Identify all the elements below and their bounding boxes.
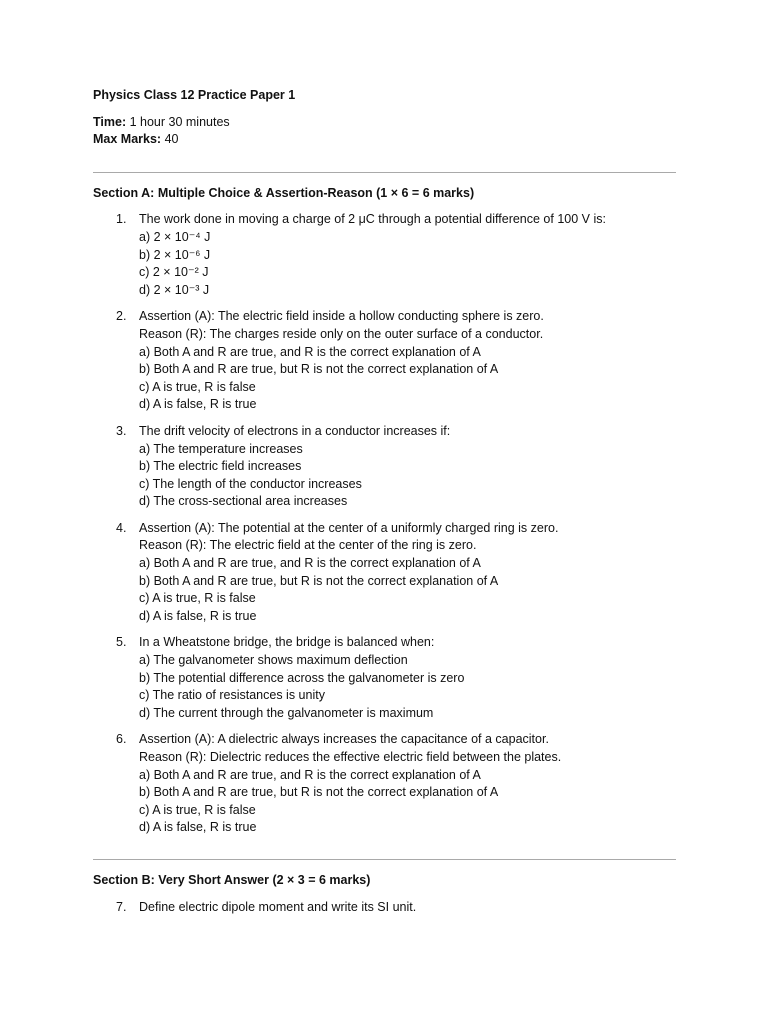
- marks-label: Max Marks:: [93, 132, 162, 147]
- question-option: b) 2 × 10⁻⁶ J: [139, 247, 211, 262]
- time-value: 1 hour 30 minutes: [126, 114, 230, 129]
- question-number: 7.: [116, 899, 127, 914]
- question-number: 6.: [116, 732, 127, 747]
- question-option: c) The length of the conductor increases: [139, 476, 362, 491]
- paper-title: Physics Class 12 Practice Paper 1: [93, 88, 296, 102]
- question-number: 2.: [116, 309, 127, 324]
- time-line: [93, 114, 676, 132]
- question-option: b) Both A and R are true, but R is not the correct explanation of A: [139, 785, 499, 800]
- question-option: d) 2 × 10⁻³ J: [139, 282, 210, 297]
- question-number: 5.: [116, 635, 127, 650]
- question-option: a) The galvanometer shows maximum deflection: [139, 653, 408, 668]
- question-assertion: Assertion (A): A dielectric always increases the capacitance of a capacitor.: [139, 732, 549, 747]
- question-stem: The work done in moving a charge of 2 μC through a potential difference of 100 V is:: [139, 212, 606, 227]
- question-2: [93, 308, 676, 414]
- question-4: [93, 520, 676, 626]
- question-option: c) 2 × 10⁻² J: [139, 265, 209, 280]
- question-number: 1.: [116, 212, 127, 227]
- question-option: c) The ratio of resistances is unity: [139, 688, 325, 703]
- question-option: d) The current through the galvanometer is maximum: [139, 705, 434, 720]
- question-option: b) The potential difference across the galvanometer is zero: [139, 670, 465, 685]
- question-reason: Reason (R): The electric field at the center of the ring is zero.: [139, 538, 477, 553]
- question-option: b) The electric field increases: [139, 459, 302, 474]
- question-option: a) The temperature increases: [139, 441, 303, 456]
- question-option: c) A is true, R is false: [139, 379, 256, 394]
- section-b-questions: [93, 899, 676, 917]
- question-option: d) A is false, R is true: [139, 820, 257, 835]
- divider: [93, 859, 676, 860]
- question-option: a) Both A and R are true, and R is the correct explanation of A: [139, 556, 481, 571]
- question-stem: In a Wheatstone bridge, the bridge is balanced when:: [139, 635, 435, 650]
- question-number: 4.: [116, 520, 127, 535]
- question-stem: Define electric dipole moment and write its SI unit.: [139, 899, 417, 914]
- question-option: a) 2 × 10⁻⁴ J: [139, 229, 211, 244]
- section-b-heading: Section B: Very Short Answer (2 × 3 = 6 marks): [93, 872, 371, 887]
- question-1: [93, 211, 676, 299]
- question-option: c) A is true, R is false: [139, 591, 256, 606]
- question-option: a) Both A and R are true, and R is the correct explanation of A: [139, 344, 481, 359]
- question-stem: The drift velocity of electrons in a conductor increases if:: [139, 423, 451, 438]
- document-content: [93, 87, 676, 925]
- question-option: b) Both A and R are true, but R is not the correct explanation of A: [139, 573, 499, 588]
- question-option: d) The cross-sectional area increases: [139, 494, 348, 509]
- question-option: c) A is true, R is false: [139, 802, 256, 817]
- question-6: [93, 731, 676, 837]
- question-assertion: Assertion (A): The potential at the center of a uniformly charged ring is zero.: [139, 520, 559, 535]
- marks-value: 40: [161, 132, 179, 147]
- question-reason: Reason (R): Dielectric reduces the effective electric field between the plates.: [139, 750, 562, 764]
- question-option: b) Both A and R are true, but R is not the correct explanation of A: [139, 362, 499, 377]
- marks-line: [93, 131, 676, 149]
- question-option: d) A is false, R is true: [139, 397, 257, 412]
- question-assertion: Assertion (A): The electric field inside a hollow conducting sphere is zero.: [139, 309, 544, 324]
- question-3: [93, 423, 676, 511]
- question-7: [93, 899, 676, 917]
- question-5: [93, 634, 676, 722]
- time-label: Time:: [93, 114, 127, 129]
- section-a-heading: Section A: Multiple Choice & Assertion-Reason (1 × 6 = 6 marks): [93, 185, 475, 200]
- question-reason: Reason (R): The charges reside only on the outer surface of a conductor.: [139, 326, 544, 341]
- question-option: a) Both A and R are true, and R is the correct explanation of A: [139, 767, 481, 782]
- question-option: d) A is false, R is true: [139, 608, 257, 623]
- question-number: 3.: [116, 423, 127, 438]
- divider: [93, 172, 676, 173]
- section-a-questions: [93, 211, 676, 837]
